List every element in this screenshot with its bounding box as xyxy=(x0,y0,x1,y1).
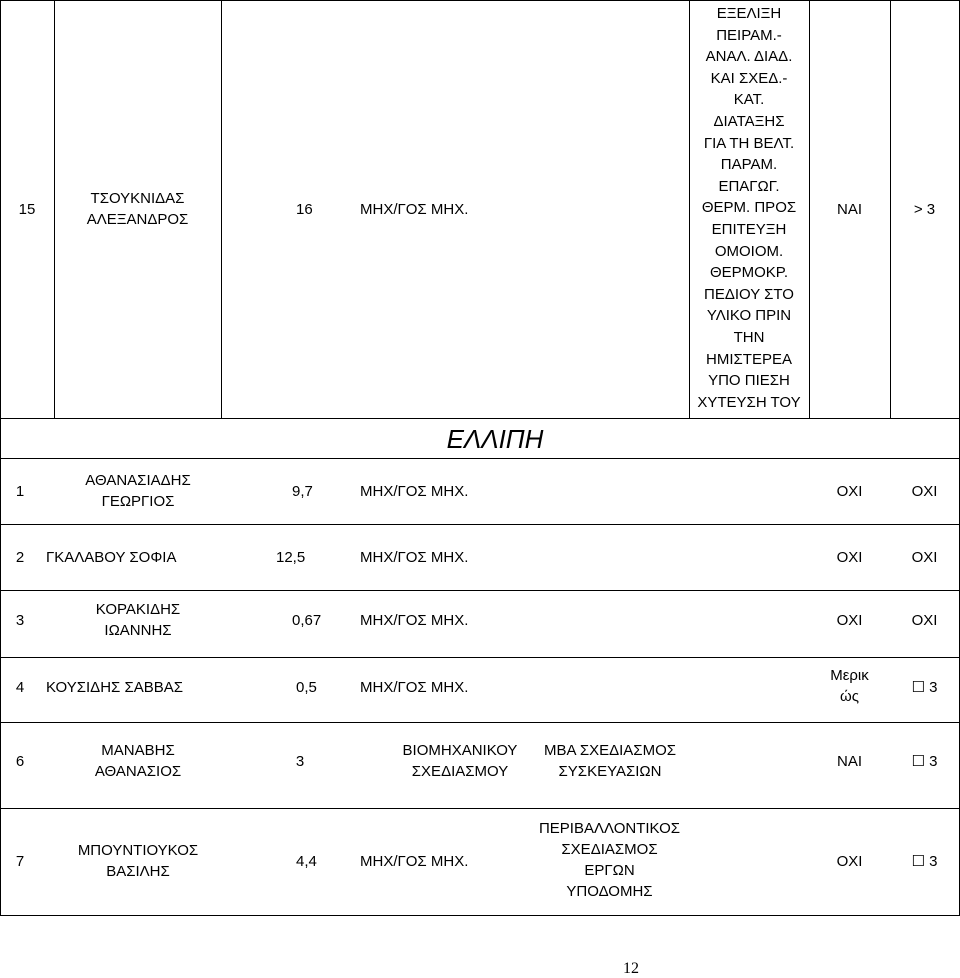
row7-number: 7 xyxy=(15,853,25,870)
row7-experience: ☐ 3 xyxy=(911,853,938,870)
thesis-line: ΚΑΤ. xyxy=(733,91,765,109)
row6-english: ΝΑΙ xyxy=(836,753,862,770)
thesis-line: ΤΗΝ xyxy=(733,328,765,346)
thesis-line: ΠΕΙΡΑΜ.- xyxy=(716,26,782,44)
row6-dept: ΒΙΟΜΗΧΑΝΙΚΟΥ ΣΧΕΔΙΑΣΜΟΥ xyxy=(402,742,518,780)
table-bottom-border xyxy=(0,915,960,916)
row1-grade: 9,7 xyxy=(292,483,313,500)
thesis-line: ΥΛΙΚΟ ΠΡΙΝ xyxy=(706,307,792,325)
thesis-line: ΕΠΑΓΩΓ. xyxy=(718,177,780,195)
row4-english: Μερικ ώς xyxy=(830,667,869,705)
row2-grade: 12,5 xyxy=(276,549,306,566)
thesis-line: ΚΑΙ ΣΧΕΔ.- xyxy=(710,69,788,87)
row7-english: ΟΧΙ xyxy=(836,853,863,870)
thesis-line: ΟΜΟΙΟΜ. xyxy=(714,242,784,260)
thesis-line: ΓΙΑ ΤΗ ΒΕΛΤ. xyxy=(703,134,795,152)
page-number: 12 xyxy=(623,960,639,977)
row1-english: ΟΧΙ xyxy=(836,483,863,500)
grid-line xyxy=(0,808,1,916)
thesis-line: ΑΝΑΛ. ΔΙΑΔ. xyxy=(705,48,793,66)
row2-name: ΓΚΑΛΑΒΟΥ ΣΟΦΙΑ xyxy=(46,549,177,566)
row3-name: ΚΟΡΑΚΙΔΗΣ ΙΩΑΝΝΗΣ xyxy=(95,601,181,639)
row1-experience: ΟΧΙ xyxy=(911,483,938,500)
row7-name: ΜΠΟΥΝΤΙΟΥΚΟΣ ΒΑΣΙΛΗΣ xyxy=(77,842,199,880)
row15-english: ΝΑΙ xyxy=(836,201,862,218)
thesis-line: ΘΕΡΜΟΚΡ. xyxy=(709,264,789,282)
row7-grade: 4,4 xyxy=(296,853,317,870)
row3-experience: ΟΧΙ xyxy=(911,612,938,629)
thesis-line: ΥΠΟ ΠΙΕΣΗ xyxy=(708,372,790,390)
grid-line xyxy=(0,722,1,809)
row3-number: 3 xyxy=(15,612,25,629)
grid-line xyxy=(0,418,1,458)
row3-grade: 0,67 xyxy=(292,612,322,629)
row15-thesis xyxy=(689,3,809,413)
row4-number: 4 xyxy=(15,679,25,696)
heading-bottom-border xyxy=(0,458,960,459)
row2-experience: ΟΧΙ xyxy=(911,549,938,566)
row2-english: ΟΧΙ xyxy=(836,549,863,566)
thesis-line: ΘΕΡΜ. ΠΡΟΣ xyxy=(701,199,797,217)
row-border xyxy=(0,722,960,723)
row-border xyxy=(0,524,960,525)
row-border xyxy=(0,657,960,658)
row6-experience: ☐ 3 xyxy=(911,753,938,770)
row7-thesis: ΠΕΡΙΒΑΛΛΟΝΤΙΚΟΣ ΣΧΕΔΙΑΣΜΟΣ ΕΡΓΩΝ ΥΠΟΔΟΜΗΣ xyxy=(538,820,681,900)
row3-english: ΟΧΙ xyxy=(836,612,863,629)
row15-bottom-border xyxy=(0,418,960,419)
row7-dept: ΜΗΧ/ΓΟΣ ΜΗΧ. xyxy=(360,853,469,870)
row6-name: ΜΑΝΑΒΗΣ ΑΘΑΝΑΣΙΟΣ xyxy=(94,742,182,780)
table-top-border xyxy=(0,0,960,1)
thesis-line: ΧΥΤΕΥΣΗ ΤΟΥ xyxy=(697,393,801,411)
row2-dept: ΜΗΧ/ΓΟΣ ΜΗΧ. xyxy=(360,549,469,566)
row6-number: 6 xyxy=(15,753,25,770)
row6-thesis: MBA ΣΧΕΔΙΑΣΜΟΣ ΣΥΣΚΕΥΑΣΙΩΝ xyxy=(543,742,677,780)
row1-name: ΑΘΑΝΑΣΙΑΔΗΣ ΓΕΩΡΓΙΟΣ xyxy=(85,472,191,510)
row4-dept: ΜΗΧ/ΓΟΣ ΜΗΧ. xyxy=(360,679,469,696)
row1-dept: ΜΗΧ/ΓΟΣ ΜΗΧ. xyxy=(360,483,469,500)
row-border xyxy=(0,590,960,591)
row4-name: ΚΟΥΣΙΔΗΣ ΣΑΒΒΑΣ xyxy=(46,679,184,696)
thesis-line: ΠΑΡΑΜ. xyxy=(720,156,778,174)
row15-grade: 16 xyxy=(296,201,313,218)
row4-experience: ☐ 3 xyxy=(911,679,938,696)
section-heading: ΕΛΛΙΠΗ xyxy=(446,424,544,454)
thesis-line: ΕΠΙΤΕΥΞΗ xyxy=(711,220,787,238)
row15-number: 15 xyxy=(18,201,36,218)
row15-experience: > 3 xyxy=(913,201,936,218)
grid-line xyxy=(221,0,222,419)
row-border xyxy=(0,808,960,809)
row4-grade: 0,5 xyxy=(296,679,317,696)
row3-dept: ΜΗΧ/ΓΟΣ ΜΗΧ. xyxy=(360,612,469,629)
row2-number: 2 xyxy=(15,549,25,566)
row1-number: 1 xyxy=(15,483,25,500)
thesis-line: ΗΜΙΣΤΕΡΕΑ xyxy=(706,350,792,368)
row15-dept: ΜΗΧ/ΓΟΣ ΜΗΧ. xyxy=(360,201,469,218)
thesis-line: ΕΞΕΛΙΞΗ xyxy=(716,5,782,22)
row15-name: ΤΣΟΥΚΝΙΔΑΣ ΑΛΕΞΑΝΔΡΟΣ xyxy=(86,190,189,228)
row6-grade: 3 xyxy=(295,753,305,770)
thesis-line: ΔΙΑΤΑΞΗΣ xyxy=(713,112,785,130)
thesis-line: ΠΕΔΙΟΥ ΣΤΟ xyxy=(704,285,794,303)
